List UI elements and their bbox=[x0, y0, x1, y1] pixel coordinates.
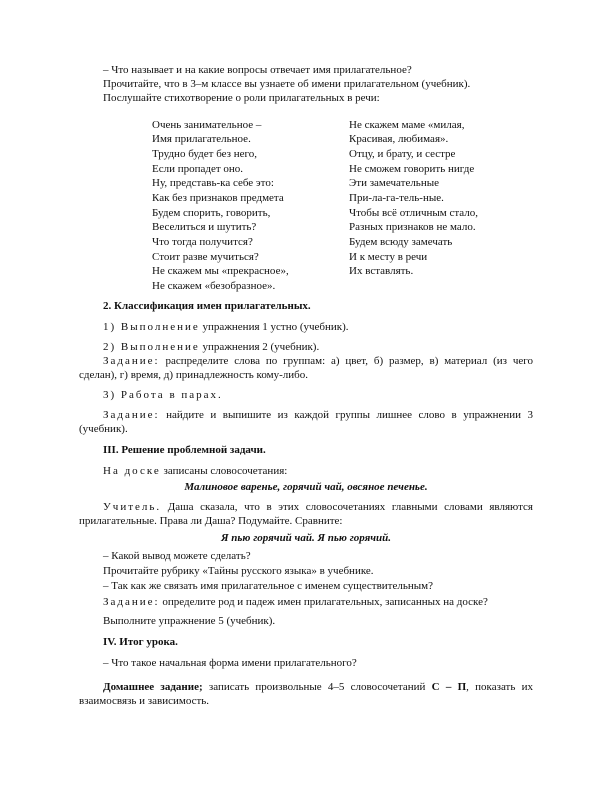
section4-question: – Что такое начальная форма имени прилагательного? bbox=[103, 657, 357, 669]
section3-link-question: – Так как же связать имя прилагательное с именем существительным? bbox=[103, 580, 433, 592]
poem-left-line: Что тогда получится? bbox=[152, 236, 253, 248]
homework-text: записать произвольные 4–5 словосочетаний bbox=[202, 681, 426, 693]
poem-left-line: Веселиться и шутить? bbox=[152, 221, 257, 233]
item2-text: упражнения 2 (учебник). bbox=[199, 341, 320, 353]
section2-task2-line1 bbox=[103, 408, 533, 422]
poem-left-line: Трудно будет без него, bbox=[152, 148, 258, 160]
poem-right-line: Их вставлять. bbox=[349, 265, 414, 277]
task-label: Задание: bbox=[103, 355, 160, 367]
poem-right-line: Не сможем говорить нигде bbox=[349, 163, 475, 175]
poem-left-line: Если пропадет оно. bbox=[152, 163, 244, 175]
homework-end: , показать их bbox=[466, 681, 534, 693]
teacher-label: Учитель. bbox=[103, 501, 162, 513]
task3-text: определите род и падеж имен прилагательных, записанных на доске? bbox=[159, 596, 488, 608]
section4-heading: IV. Итог урока. bbox=[103, 636, 178, 648]
homework-line2: взаимосвязь и зависимость. bbox=[79, 695, 210, 707]
poem-left-line: Стоит разве мучиться? bbox=[152, 251, 259, 263]
intro-listen: Послушайте стихотворение о роли прилагательных в речи: bbox=[103, 92, 380, 104]
item2-label: 2) Выполнение bbox=[103, 341, 200, 353]
section3-read-rubric: Прочитайте рубрику «Тайны русского языка» в учебнике. bbox=[103, 565, 374, 577]
section3-exercise5: Выполните упражнение 5 (учебник). bbox=[103, 615, 276, 627]
section3-task3 bbox=[103, 595, 533, 609]
section3-heading: III. Решение проблемной задачи. bbox=[103, 444, 266, 456]
poem-right-line: Эти замечательные bbox=[349, 177, 439, 189]
section2-item3: 3) Работа в парах. bbox=[103, 389, 223, 401]
intro-question: – Что называет и на какие вопросы отвечает имя прилагательное? bbox=[103, 64, 412, 76]
task2-label: Задание: bbox=[103, 409, 160, 421]
section3-compare: Я пью горячий чай. Я пью горячий. bbox=[220, 532, 392, 544]
poem-right-line: Отцу, и брату, и сестре bbox=[349, 148, 456, 160]
section2-item2 bbox=[103, 340, 533, 354]
poem-left-line: Очень занимательное – bbox=[152, 119, 262, 131]
poem-left-line: Не скажем мы «прекрасное», bbox=[152, 265, 289, 277]
section3-teacher-line1 bbox=[103, 500, 533, 514]
homework-label: Домашнее задание; bbox=[103, 681, 203, 693]
item1-label: 1) Выполнение bbox=[103, 321, 200, 333]
poem-right-line: Чтобы всё отличным стало, bbox=[349, 207, 479, 219]
poem-left-line: Будем спорить, говорить, bbox=[152, 207, 271, 219]
section2-task-line1 bbox=[103, 354, 533, 368]
poem-right-line: Будем всюду замечать bbox=[349, 236, 453, 248]
poem-left-line: Как без признаков предмета bbox=[152, 192, 284, 204]
section2-item1 bbox=[103, 320, 533, 334]
task-text: распределите слова по группам: а) цвет, б) размер, в) материал (из чего bbox=[159, 355, 533, 367]
poem-left-line: Не скажем «безобразное». bbox=[152, 280, 276, 292]
section3-teacher-line2: прилагательные. Права ли Даша? Подумайте. Сравните: bbox=[79, 515, 343, 527]
homework-line1 bbox=[103, 680, 533, 694]
intro-read: Прочитайте, что в 3–м классе вы узнаете об имени прилагательном (учебник). bbox=[103, 78, 471, 90]
poem-right-line: При-ла-га-тель-ные. bbox=[349, 192, 444, 204]
item1-text: упражнения 1 устно (учебник). bbox=[199, 321, 349, 333]
teacher-text: Даша сказала, что в этих словосочетаниях главными словами являются bbox=[161, 501, 533, 513]
board-text: записаны словосочетания: bbox=[160, 465, 288, 477]
section3-phrases: Малиновое варенье, горячий чай, овсяное печенье. bbox=[184, 481, 428, 493]
homework-bold: С – П bbox=[425, 681, 467, 693]
section3-conclusion-question: – Какой вывод можете сделать? bbox=[103, 550, 251, 562]
task3-label: Задание: bbox=[103, 596, 160, 608]
section2-heading: 2. Классификация имен прилагательных. bbox=[103, 300, 311, 312]
poem-right-line: Разных признаков не мало. bbox=[349, 221, 476, 233]
board-label: На доске bbox=[103, 465, 161, 477]
task2-text: найдите и выпишите из каждой группы лишнее слово в упражнении 3 bbox=[159, 409, 533, 421]
poem-left-line: Ну, представь-ка себе это: bbox=[152, 177, 274, 189]
poem-right-line: И к месту в речи bbox=[349, 251, 428, 263]
poem-right-line: Красивая, любимая». bbox=[349, 133, 449, 145]
section2-task-line2: сделан), г) время, д) принадлежность кому-либо. bbox=[79, 369, 308, 381]
poem-right-line: Не скажем маме «милая, bbox=[349, 119, 465, 131]
poem-left-line: Имя прилагательное. bbox=[152, 133, 251, 145]
section2-task2-line2: (учебник). bbox=[79, 423, 128, 435]
section3-board bbox=[103, 464, 533, 478]
